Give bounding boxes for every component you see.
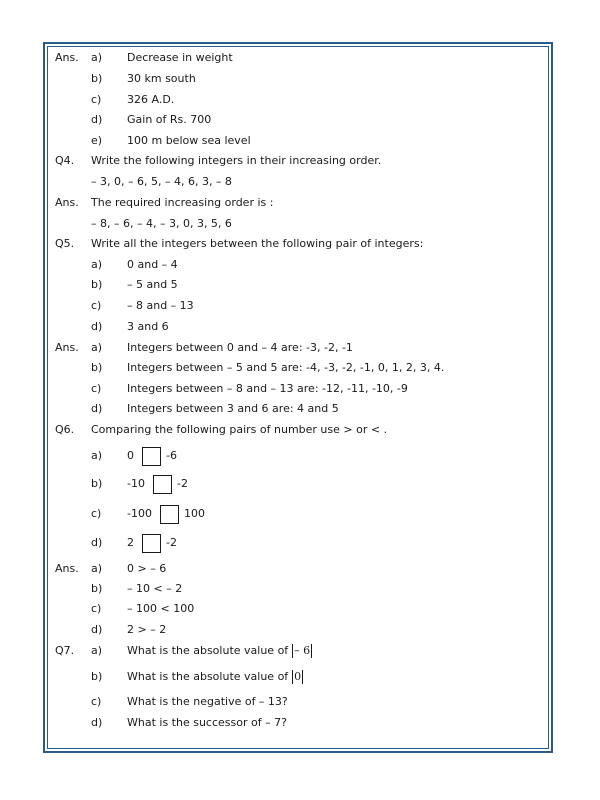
item-text: – 5 and 5 — [127, 278, 178, 291]
item-letter: c) — [91, 93, 102, 106]
question-item-text — [127, 669, 303, 685]
item-letter: d) — [91, 623, 103, 636]
item-text: 0 and – 4 — [127, 258, 178, 271]
left-number: -10 — [127, 477, 145, 490]
answer-statement: The required increasing order is : — [91, 196, 274, 209]
item-text: What is the negative of – 13? — [127, 695, 288, 708]
left-number: 2 — [127, 536, 134, 549]
comparison-pair — [127, 533, 177, 553]
item-text: What is the successor of – 7? — [127, 716, 287, 729]
item-text: 326 A.D. — [127, 93, 175, 106]
question-text: Comparing the following pairs of number use > or < . — [91, 423, 388, 436]
item-text: Integers between 3 and 6 are: 4 and 5 — [127, 402, 339, 415]
item-letter: b) — [91, 670, 103, 683]
question-tag: Q6. — [55, 423, 75, 436]
absolute-value-expression: – 6 — [294, 644, 311, 657]
item-letter: c) — [91, 507, 102, 520]
item-text: What is the absolute value of — [127, 644, 289, 657]
left-number: -100 — [127, 507, 152, 520]
item-letter: a) — [91, 51, 103, 64]
item-letter: c) — [91, 382, 102, 395]
item-letter: a) — [91, 258, 103, 271]
item-text: Integers between 0 and – 4 are: -3, -2, -1 — [127, 341, 353, 354]
question-item-text — [127, 643, 312, 659]
item-letter: a) — [91, 341, 103, 354]
absolute-value-expression: 0 — [294, 670, 302, 683]
item-letter: d) — [91, 113, 103, 126]
answer-box[interactable] — [153, 475, 172, 494]
item-letter: d) — [91, 536, 103, 549]
item-letter: c) — [91, 602, 102, 615]
item-letter: d) — [91, 716, 103, 729]
item-text: – 10 < – 2 — [127, 582, 183, 595]
item-letter: b) — [91, 477, 103, 490]
right-number: -6 — [166, 449, 177, 462]
item-text: Integers between – 5 and 5 are: -4, -3, -2, -1, 0, 1, 2, 3, 4. — [127, 361, 445, 374]
item-text: Integers between – 8 and – 13 are: -12, -11, -10, -9 — [127, 382, 408, 395]
right-number: -2 — [176, 477, 188, 490]
item-letter: b) — [91, 278, 103, 291]
item-letter: d) — [91, 402, 103, 415]
comparison-pair — [127, 474, 188, 494]
question-text: Write all the integers between the following pair of integers: — [91, 237, 424, 250]
item-text: What is the absolute value of — [127, 670, 289, 683]
item-letter: c) — [91, 695, 102, 708]
answer-box[interactable] — [142, 447, 161, 466]
item-text: Decrease in weight — [127, 51, 233, 64]
item-letter: b) — [91, 582, 103, 595]
question-tag: Q4. — [55, 154, 75, 167]
right-number: 100 — [183, 507, 205, 520]
comparison-pair — [127, 446, 177, 466]
item-letter: e) — [91, 134, 103, 147]
item-letter: a) — [91, 562, 103, 575]
answer-tag: Ans. — [55, 51, 79, 64]
item-letter: c) — [91, 299, 102, 312]
item-text: 3 and 6 — [127, 320, 169, 333]
answer-tag: Ans. — [55, 341, 79, 354]
item-text: 0 > – 6 — [127, 562, 167, 575]
item-text: 100 m below sea level — [127, 134, 251, 147]
answer-tag: Ans. — [55, 196, 79, 209]
item-text: 2 > – 2 — [127, 623, 167, 636]
item-letter: a) — [91, 644, 103, 657]
answer-box[interactable] — [142, 534, 161, 553]
item-text: – 100 < 100 — [127, 602, 195, 615]
item-text: – 8 and – 13 — [127, 299, 194, 312]
integer-list-text: – 3, 0, – 6, 5, – 4, 6, 3, – 8 — [91, 175, 232, 188]
item-letter: b) — [91, 72, 103, 85]
answer-tag: Ans. — [55, 562, 79, 575]
right-number: -2 — [166, 536, 177, 549]
integer-list-text: – 8, – 6, – 4, – 3, 0, 3, 5, 6 — [91, 217, 232, 230]
question-tag: Q7. — [55, 644, 75, 657]
item-text: 30 km south — [127, 72, 196, 85]
question-text: Write the following integers in their increasing order. — [91, 154, 382, 167]
item-letter: d) — [91, 320, 103, 333]
item-letter: b) — [91, 361, 103, 374]
item-text: Gain of Rs. 700 — [127, 113, 212, 126]
answer-box[interactable] — [160, 505, 179, 524]
left-number: 0 — [127, 449, 134, 462]
item-letter: a) — [91, 449, 103, 462]
comparison-pair — [127, 504, 205, 524]
question-tag: Q5. — [55, 237, 75, 250]
